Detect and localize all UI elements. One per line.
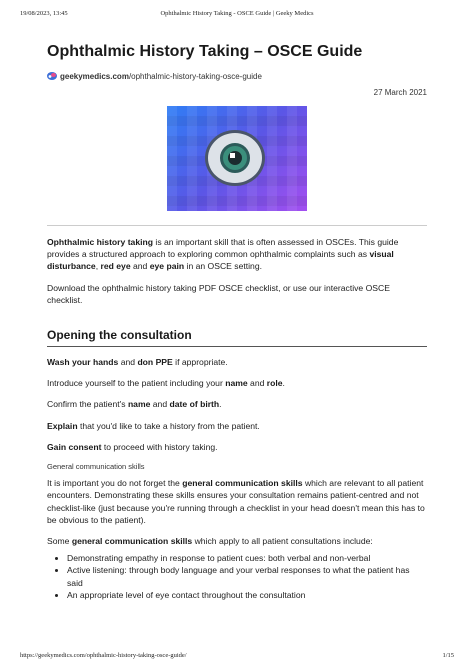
source-site[interactable]: geekymedics.com — [60, 71, 129, 81]
download-paragraph[interactable]: Download the ophthalmic history taking PDF OSCE checklist, or use our interactive OSCE checklist. — [47, 282, 390, 305]
wash-bold-1: Wash your hands — [47, 357, 119, 368]
explain-text-1: that you'd like to take a history from the patient. — [77, 420, 260, 431]
intro-bold-4: eye pain — [149, 261, 185, 272]
print-footer — [20, 652, 454, 664]
intro-text-3: and — [130, 261, 150, 272]
introduce-text-1: Introduce yourself to the patient including your — [47, 378, 226, 389]
wash-text-1: and — [118, 357, 138, 368]
publish-date: 27 March 2021 — [373, 88, 427, 97]
confirm-bold-2: date of birth — [169, 399, 220, 410]
print-page-title: Ophthalmic History Taking - OSCE Guide | Geeky Medics — [160, 10, 314, 17]
wash-text-2: if appropriate. — [172, 357, 228, 368]
intro-text-1: is an important skill that is often assessed in OSCEs. This guide provides a structured approach to exploring common ophthalmic complaints such as — [47, 237, 399, 260]
confirm-text-1: Confirm the patient's — [47, 399, 128, 410]
list-item: • An appropriate level of eye contact throughout the consultation — [67, 589, 427, 601]
wash-hands-paragraph — [47, 356, 427, 368]
confirm-text-3: . — [219, 399, 222, 410]
general-communication-paragraph-2 — [47, 535, 427, 547]
print-datetime: 19/08/2023, 13:45 — [20, 10, 68, 17]
consent-paragraph — [47, 441, 427, 453]
intro-text-2: , — [95, 261, 101, 272]
introduce-text-3: . — [282, 378, 285, 389]
consent-bold-1: Gain consent — [47, 441, 102, 452]
print-header — [20, 10, 454, 22]
iris — [220, 143, 250, 173]
wash-bold-2: don PPE — [137, 357, 173, 368]
explain-paragraph — [47, 420, 427, 432]
confirm-text-2: and — [150, 399, 170, 410]
gen2-bold-1: general communication skills — [71, 536, 193, 547]
eyeball-icon — [205, 130, 265, 186]
introduce-bold-2: role — [266, 378, 283, 389]
introduce-bold-1: name — [225, 378, 248, 389]
intro-paragraph — [47, 236, 427, 273]
gen2-text-1: Some — [47, 536, 72, 547]
confirm-bold-1: name — [127, 399, 151, 410]
article-title: Ophthalmic History Taking – OSCE Guide — [47, 43, 363, 60]
gen1-bold-1: general communication skills — [182, 478, 303, 489]
pupil — [228, 151, 242, 165]
divider — [47, 225, 427, 226]
general-communication-heading: General communication skills — [47, 462, 145, 472]
general-communication-paragraph-1 — [47, 477, 427, 526]
gen1-text-2: which are relevant to all patient encounters. Demonstrating these skills ensures your consultation remains patient-centred and not checklist-like (just because you're running through a checklist in your head doesn't mean this has to be obvious to the patient). — [47, 478, 425, 525]
section-underline — [47, 346, 427, 347]
intro-bold-2: visual disturbance — [47, 249, 394, 272]
eye-shine — [230, 153, 235, 158]
confirm-paragraph — [47, 398, 427, 410]
explain-bold-1: Explain — [47, 420, 78, 431]
intro-bold-1: Ophthalmic history taking — [47, 237, 154, 247]
introduce-text-2: and — [247, 378, 267, 389]
print-url[interactable]: https://geekymedics.com/ophthalmic-history-taking-osce-guide/ — [20, 652, 187, 659]
intro-text-4: in an OSCE setting. — [184, 261, 263, 272]
list-item: • Demonstrating empathy in response to patient cues: both verbal and non-verbal — [67, 552, 427, 564]
consent-text-1: to proceed with history taking. — [101, 441, 218, 452]
gen2-text-2: which apply to all patient consultations include: — [192, 536, 373, 547]
geekymedics-logo-icon — [47, 72, 57, 80]
article — [47, 40, 427, 601]
source-path[interactable]: /ophthalmic-history-taking-osce-guide — [128, 71, 262, 81]
hero-image — [167, 106, 307, 211]
intro-bold-3: red eye — [100, 261, 131, 272]
page-number: 1/15 — [442, 652, 454, 659]
communication-skills-list — [47, 552, 427, 601]
list-item: • Active listening: through body language and your verbal responses to what the patient has said — [67, 564, 427, 588]
gen1-text-1: It is important you do not forget the — [47, 478, 183, 489]
introduce-paragraph — [47, 377, 427, 389]
article-source[interactable] — [47, 70, 427, 82]
section-heading-opening: Opening the consultation — [47, 328, 192, 343]
